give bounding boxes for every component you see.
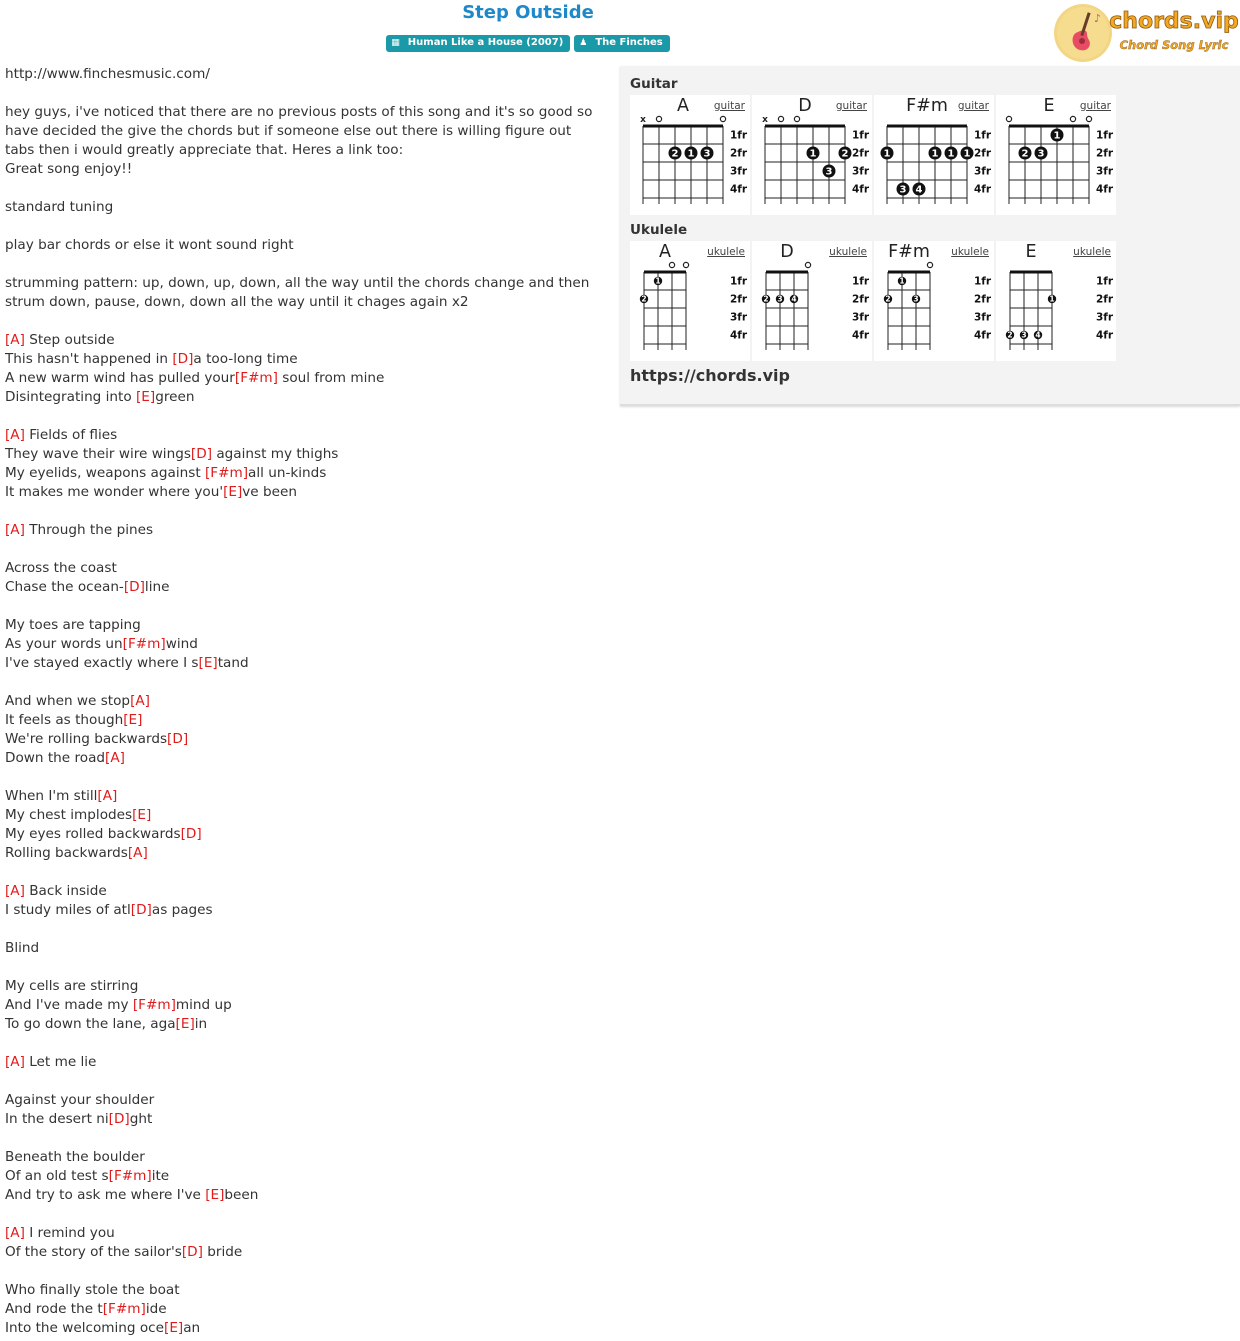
lyric-text: ght (129, 1111, 153, 1127)
chord-tag[interactable]: [E] (136, 389, 156, 405)
lyric-text: strum down, pause, down, down all the way until it chages again x2 (5, 294, 469, 310)
lyric-text: As your words un (5, 636, 123, 652)
lyric-line (5, 84, 605, 103)
fret-label: 4fr (974, 329, 992, 342)
lyric-line (5, 502, 605, 521)
chord-name: D (780, 242, 794, 262)
chord-tag[interactable]: [A] (130, 693, 150, 709)
lyric-line (5, 1110, 605, 1129)
fret-label: 2fr (852, 293, 870, 306)
lyric-text: My eyelids, weapons against (5, 465, 205, 481)
lyric-text: Beneath the boulder (5, 1149, 145, 1165)
fret-label: 4fr (852, 329, 870, 342)
lyric-line (5, 274, 605, 293)
fret-label: 2fr (974, 293, 992, 306)
finger-number: 4 (915, 184, 923, 196)
lyric-text: play bar chords or else it wont sound right (5, 237, 294, 253)
lyric-line (5, 1186, 605, 1205)
lyric-text: Blind (5, 940, 40, 956)
ukulele-chord-a[interactable] (630, 241, 750, 361)
lyric-line (5, 939, 605, 958)
lyric-line (5, 369, 605, 388)
finger-number: 2 (885, 294, 891, 304)
fret-label: 2fr (730, 147, 748, 160)
person-icon: ♟ (579, 38, 588, 48)
chord-tag[interactable]: [F#m] (108, 1168, 152, 1184)
lyric-line (5, 426, 605, 445)
chord-tag[interactable]: [D] (172, 351, 194, 367)
lyric-line (5, 901, 605, 920)
open-string-marker (683, 262, 688, 267)
chord-tag[interactable]: [D] (167, 731, 189, 747)
finger-number: 1 (883, 148, 891, 160)
chord-tag[interactable]: [D] (130, 902, 152, 918)
fret-label: 1fr (974, 129, 992, 142)
lyric-line (5, 844, 605, 863)
ukulele-link[interactable]: ukulele (829, 246, 867, 258)
chord-name: A (659, 242, 671, 262)
lyric-text: This hasn't happened in (5, 351, 173, 367)
lyric-text: Down the road (5, 750, 106, 766)
chord-tag[interactable]: [A] (127, 845, 148, 861)
lyric-line (5, 198, 605, 217)
lyric-line (5, 825, 605, 844)
finger-number: 3 (777, 294, 783, 304)
finger-number: 2 (1021, 148, 1029, 160)
lyric-line (5, 217, 605, 236)
guitar-link[interactable]: guitar (957, 100, 989, 112)
lyric-text: line (144, 579, 170, 595)
lyric-line (5, 1053, 605, 1072)
artist-badge[interactable] (574, 35, 669, 52)
fret-label: 2fr (974, 147, 992, 160)
lyric-line (5, 1015, 605, 1034)
lyric-line (5, 160, 605, 179)
guitar-section-title: Guitar (630, 76, 678, 92)
fret-label: 4fr (730, 183, 748, 196)
lyric-text: http://www.finchesmusic.com/ (5, 66, 210, 82)
chord-tag[interactable]: [E] (123, 712, 143, 728)
lyric-line (5, 882, 605, 901)
lyric-line (5, 236, 605, 255)
lyric-line (5, 1262, 605, 1281)
song-title[interactable]: Step Outside (462, 2, 594, 23)
lyric-line (5, 1091, 605, 1110)
lyric-line (5, 692, 605, 711)
lyric-line (5, 103, 605, 122)
chord-tag[interactable]: [A] (5, 522, 25, 538)
open-string-marker (927, 262, 932, 267)
chord-tag[interactable]: [E] (132, 807, 152, 823)
lyric-text: Through the pines (24, 522, 154, 538)
guitar-link[interactable]: guitar (1079, 100, 1111, 112)
chord-tag[interactable]: [F#m] (204, 465, 249, 481)
lyric-text: Rolling backwards (5, 845, 128, 861)
lyric-line (5, 1148, 605, 1167)
lyric-text: Into the welcoming oce (5, 1320, 165, 1336)
ukulele-link[interactable]: ukulele (951, 246, 989, 258)
lyric-line (5, 635, 605, 654)
fret-label: 3fr (1096, 311, 1114, 324)
lyric-line (5, 559, 605, 578)
lyric-text: green (155, 389, 195, 405)
chord-tag[interactable]: [D] (180, 826, 202, 842)
lyric-text: Of the story of the sailor's (5, 1244, 182, 1260)
lyric-line (5, 787, 605, 806)
lyric-text: tand (217, 655, 249, 671)
fret-label: 3fr (730, 165, 748, 178)
lyric-text: They wave their wire wings (5, 446, 191, 462)
chord-tag[interactable]: [D] (108, 1111, 130, 1127)
finger-number: 1 (931, 148, 939, 160)
lyric-line (5, 350, 605, 369)
lyric-line (5, 958, 605, 977)
lyric-text: as pages (151, 902, 213, 918)
lyric-text: When I'm still (5, 788, 98, 804)
chord-tag[interactable]: [F#m] (102, 1301, 146, 1317)
site-logo[interactable] (1054, 2, 1238, 64)
chord-tag[interactable]: [A] (5, 1225, 25, 1241)
chord-tag[interactable]: [F#m] (122, 636, 166, 652)
chord-name: D (798, 96, 812, 116)
fret-label: 4fr (1096, 183, 1114, 196)
lyric-text: My toes are tapping (5, 617, 141, 633)
fret-label: 1fr (852, 129, 870, 142)
album-badge-label: Human Like a House (2007) (407, 37, 564, 48)
lyric-text: ve been (242, 484, 297, 500)
finger-number: 2 (641, 294, 647, 304)
fret-label: 1fr (730, 129, 748, 142)
finger-number: 4 (791, 294, 797, 304)
guitar-chord-a[interactable] (630, 95, 750, 215)
lyric-line (5, 388, 605, 407)
artist-badge-label: The Finches (595, 37, 663, 48)
chord-tag[interactable]: [E] (223, 484, 243, 500)
lyric-text: We're rolling backwards (5, 731, 168, 747)
fret-label: 1fr (852, 275, 870, 288)
chord-tag[interactable]: [E] (175, 1016, 195, 1032)
lyric-text: Great song enjoy!! (5, 161, 133, 177)
lyric-line (5, 996, 605, 1015)
lyric-text: standard tuning (5, 199, 114, 215)
lyric-text: To go down the lane, aga (5, 1016, 176, 1032)
open-string-marker (656, 116, 661, 121)
badge-row (0, 35, 1056, 52)
lyric-text: bride (202, 1244, 243, 1260)
lyric-text: Across the coast (5, 560, 117, 576)
lyric-line (5, 711, 605, 730)
lyric-text: And try to ask me where I've (5, 1187, 206, 1203)
chord-tag[interactable]: [A] (5, 1054, 25, 1070)
lyric-text: I study miles of atl (5, 902, 131, 918)
lyric-text: Against your shoulder (5, 1092, 155, 1108)
fret-label: 3fr (852, 165, 870, 178)
ukulele-chord-e[interactable] (996, 241, 1116, 361)
fret-label: 3fr (1096, 165, 1114, 178)
chord-name: E (1043, 96, 1055, 116)
finger-number: 1 (1053, 130, 1061, 142)
chord-name: E (1025, 242, 1037, 262)
lyric-text: Step outside (24, 332, 115, 348)
fret-label: 1fr (974, 275, 992, 288)
lyric-line (5, 445, 605, 464)
finger-number: 2 (1007, 330, 1013, 340)
lyric-text: Who finally stole the boat (5, 1282, 180, 1298)
lyric-text: Let me lie (24, 1054, 97, 1070)
lyric-text: strumming pattern: up, down, up, down, all the way until the chords change and then (5, 275, 590, 291)
chord-tag[interactable]: [A] (5, 332, 25, 348)
lyric-text: all un-kinds (248, 465, 327, 481)
chord-tag[interactable]: [E] (198, 655, 218, 671)
chord-tag[interactable]: [D] (181, 1244, 203, 1260)
finger-number: 2 (763, 294, 769, 304)
fret-label: 4fr (974, 183, 992, 196)
finger-number: 1 (899, 276, 905, 286)
fret-label: 3fr (730, 311, 748, 324)
ukulele-link[interactable]: ukulele (1073, 246, 1111, 258)
lyric-line (5, 597, 605, 616)
ukulele-link[interactable]: ukulele (707, 246, 745, 258)
lyric-text: My cells are stirring (5, 978, 139, 994)
chord-tag[interactable]: [F#m] (234, 370, 278, 386)
lyric-text: Chase the ocean- (5, 579, 124, 595)
lyric-text: In the desert ni (5, 1111, 109, 1127)
fret-label: 3fr (974, 165, 992, 178)
finger-number: 1 (963, 148, 971, 160)
open-string-marker (794, 116, 799, 121)
chord-tag[interactable]: [A] (97, 788, 118, 804)
lyric-text: hey guys, i've noticed that there are no previous posts of this song and it's so good so (5, 104, 593, 120)
chord-name: A (677, 96, 689, 116)
chord-tag[interactable]: [A] (5, 883, 25, 899)
chord-name: F#m (888, 242, 930, 262)
lyric-line (5, 407, 605, 426)
fret-label: 1fr (730, 275, 748, 288)
site-url[interactable]: https://chords.vip (630, 366, 790, 385)
lyric-line (5, 179, 605, 198)
lyric-line (5, 920, 605, 939)
open-string-marker (778, 116, 783, 121)
guitar-chord-e[interactable] (996, 95, 1116, 215)
lyric-text: A new warm wind has pulled your (5, 370, 235, 386)
lyric-text: It makes me wonder where you' (5, 484, 224, 500)
muted-string-marker: x (762, 115, 768, 125)
lyric-line (5, 1243, 605, 1262)
lyric-text: wind (165, 636, 198, 652)
lyric-line (5, 1205, 605, 1224)
finger-number: 1 (687, 148, 695, 160)
finger-number: 1 (809, 148, 817, 160)
finger-number: 3 (913, 294, 919, 304)
lyric-line (5, 578, 605, 597)
finger-number: 2 (841, 148, 849, 160)
lyric-line (5, 749, 605, 768)
fret-label: 2fr (852, 147, 870, 160)
lyric-text: Of an old test s (5, 1168, 109, 1184)
open-string-marker (1086, 116, 1091, 121)
lyric-text: My eyes rolled backwards (5, 826, 181, 842)
lyric-line (5, 1224, 605, 1243)
lyric-line (5, 255, 605, 274)
finger-number: 1 (655, 276, 661, 286)
lyric-text: in (194, 1016, 208, 1032)
open-string-marker (669, 262, 674, 267)
lyric-line (5, 1034, 605, 1053)
chord-tag[interactable]: [A] (105, 750, 125, 766)
lyric-line (5, 1167, 605, 1186)
fret-label: 1fr (1096, 129, 1114, 142)
lyric-text: And rode the t (5, 1301, 103, 1317)
lyric-line (5, 141, 605, 160)
lyric-text: I've stayed exactly where I s (5, 655, 199, 671)
chord-tag[interactable]: [E] (205, 1187, 225, 1203)
guitar-chord-d[interactable] (752, 95, 872, 215)
lyric-line (5, 331, 605, 350)
lyric-text: a too-long time (193, 351, 298, 367)
fret-label: 3fr (852, 311, 870, 324)
fret-label: 2fr (1096, 147, 1114, 160)
lyric-text: Fields of flies (24, 427, 118, 443)
lyric-line (5, 768, 605, 787)
lyric-line (5, 293, 605, 312)
chord-tag[interactable]: [D] (190, 446, 212, 462)
ukulele-section-title: Ukulele (630, 222, 688, 238)
open-string-marker (1070, 116, 1075, 121)
finger-number: 3 (1021, 330, 1027, 340)
lyric-line (5, 806, 605, 825)
logo-tagline: Chord Song Lyric (1119, 38, 1229, 52)
open-string-marker (720, 116, 725, 121)
chord-tag[interactable]: [F#m] (132, 997, 176, 1013)
lyric-line (5, 654, 605, 673)
lyrics-body (5, 65, 605, 1338)
finger-number: 3 (703, 148, 711, 160)
lyric-text: mind up (175, 997, 232, 1013)
fret-label: 1fr (1096, 275, 1114, 288)
chord-panel (620, 66, 1240, 406)
guitar-logo-icon (1054, 2, 1238, 64)
lyric-text: My chest implodes (5, 807, 133, 823)
album-badge[interactable] (386, 35, 570, 52)
lyric-text: an (183, 1320, 201, 1336)
finger-number: 3 (825, 166, 833, 178)
lyric-text: And when we stop (5, 693, 131, 709)
lyric-text: ite (151, 1168, 170, 1184)
lyric-line (5, 977, 605, 996)
chord-tag[interactable]: [A] (5, 427, 25, 443)
lyric-line (5, 312, 605, 331)
lyric-line (5, 540, 605, 559)
finger-number: 3 (1037, 148, 1045, 160)
chord-tag[interactable]: [D] (123, 579, 145, 595)
fret-label: 4fr (730, 329, 748, 342)
fret-label: 3fr (974, 311, 992, 324)
lyric-line (5, 1319, 605, 1338)
book-icon: ▦ (391, 38, 400, 48)
lyric-line (5, 730, 605, 749)
lyric-line (5, 65, 605, 84)
lyric-line (5, 122, 605, 141)
svg-text:♪: ♪ (1094, 12, 1102, 25)
fret-label: 4fr (852, 183, 870, 196)
lyric-line (5, 863, 605, 882)
lyric-text: tabs then i would greatly appreciate that. Heres a link too: (5, 142, 404, 158)
lyric-text: I remind you (24, 1225, 115, 1241)
finger-number: 3 (899, 184, 907, 196)
lyric-text: against my thighs (212, 446, 339, 462)
lyric-line (5, 1072, 605, 1091)
fret-label: 2fr (730, 293, 748, 306)
lyric-text: It feels as though (5, 712, 124, 728)
fret-label: 2fr (1096, 293, 1114, 306)
lyric-text: have decided the give the chords but if someone else out there is willing figure out (5, 123, 572, 139)
chord-name: F#m (906, 96, 948, 116)
lyric-text: been (224, 1187, 259, 1203)
finger-number: 2 (671, 148, 679, 160)
open-string-marker (1006, 116, 1011, 121)
lyric-text: soul from mine (277, 370, 385, 386)
open-string-marker (805, 262, 810, 267)
lyric-text: And I've made my (5, 997, 133, 1013)
ukulele-chord-d[interactable] (752, 241, 872, 361)
ukulele-chord-fsharpm[interactable] (874, 241, 994, 361)
lyric-line (5, 616, 605, 635)
lyric-line (5, 521, 605, 540)
lyric-line (5, 1129, 605, 1148)
lyric-text: Disintegrating into (5, 389, 136, 405)
guitar-link[interactable]: guitar (835, 100, 867, 112)
guitar-chord-fsharpm[interactable] (874, 95, 994, 215)
finger-number: 1 (947, 148, 955, 160)
finger-number: 4 (1035, 330, 1041, 340)
lyric-line (5, 1281, 605, 1300)
lyric-text: Back inside (24, 883, 107, 899)
finger-number: 1 (1049, 294, 1055, 304)
chord-tag[interactable]: [E] (164, 1320, 184, 1336)
lyric-line (5, 1300, 605, 1319)
muted-string-marker: x (640, 115, 646, 125)
guitar-link[interactable]: guitar (713, 100, 745, 112)
logo-wordmark: chords.vip (1109, 9, 1238, 34)
fret-label: 4fr (1096, 329, 1114, 342)
lyric-text: ide (145, 1301, 167, 1317)
lyric-line (5, 483, 605, 502)
lyric-line (5, 464, 605, 483)
lyric-line (5, 673, 605, 692)
